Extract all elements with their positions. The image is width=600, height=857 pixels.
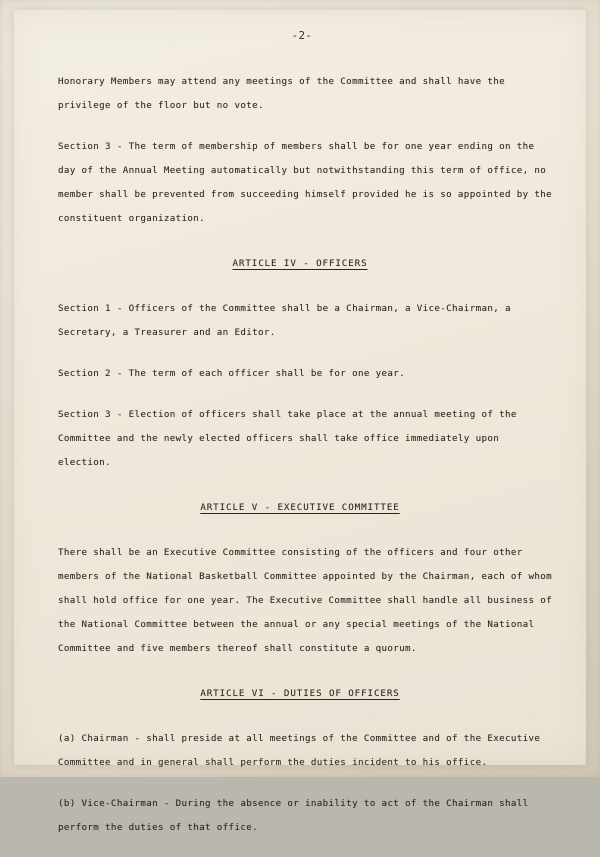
paragraph-duties-chairman: (a) Chairman - shall preside at all meetings of the Committee and of the Executive Committee and in general shall perform the duties incident to his office. <box>58 733 541 768</box>
paragraph-section-3-term-of-membership: Section 3 - The term of membership of members shall be for one year ending on the day of the Annual Meeting automatically but notwithstanding this term of office, no member shall be prevented from succeeding himself provided he is so appointed by the constituent organization. <box>58 141 553 224</box>
document-sheet <box>14 10 586 833</box>
paragraph-honorary-members: Honorary Members may attend any meetings of the Committee and shall have the privilege of the floor but no vote. <box>58 76 505 111</box>
page-number: -2- <box>291 30 313 42</box>
heading-article-iv-officers: ARTICLE IV - OFFICERS <box>232 258 368 269</box>
paragraph-section-1-officers: Section 1 - Officers of the Committee shall be a Chairman, a Vice-Chairman, a Secretary, a Treasurer and an Editor. <box>58 303 511 338</box>
paragraph-executive-committee-composition: There shall be an Executive Committee consisting of the officers and four other members of the National Basketball Committee appointed by the Chairman, each of whom shall hold office for one year. The Executive Committee shall handle all business of the National Committee between the annual or any special meetings of the National Committee and five members thereof shall constitute a quorum. <box>58 547 553 654</box>
document-body <box>58 70 556 840</box>
document-content <box>58 22 556 857</box>
heading-article-v-executive-committee: ARTICLE V - EXECUTIVE COMMITTEE <box>200 502 400 513</box>
paragraph-section-2-term-of-officer: Section 2 - The term of each officer shall be for one year. <box>58 368 405 379</box>
heading-article-vi-duties-of-officers: ARTICLE VI - DUTIES OF OFFICERS <box>200 688 400 699</box>
paragraph-section-3-election-of-officers: Section 3 - Election of officers shall take place at the annual meeting of the Committee and the newly elected officers shall take office immediately upon election. <box>58 409 517 468</box>
paragraph-duties-vice-chairman: (b) Vice-Chairman - During the absence or inability to act of the Chairman shall perform the duties of that office. <box>58 798 529 833</box>
